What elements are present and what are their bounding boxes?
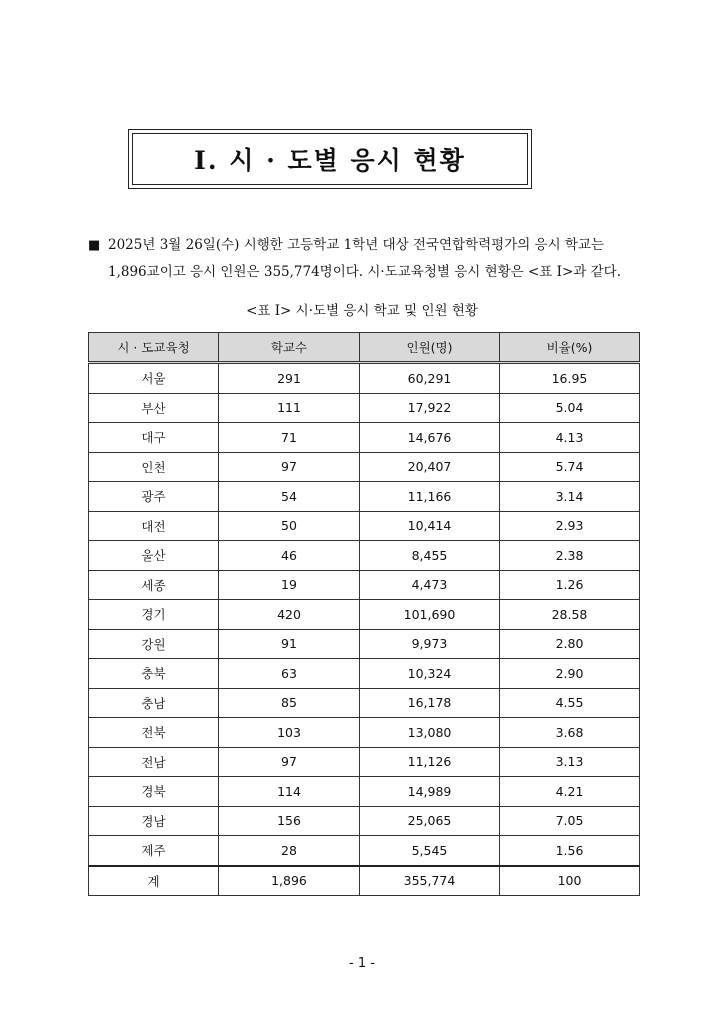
table-row [89, 482, 640, 512]
table-row [89, 659, 640, 689]
cell-ratio: 28.58 [500, 600, 640, 630]
page-title: I. 시 · 도별 응시 현황 [132, 133, 528, 185]
cell-students: 11,126 [360, 747, 500, 777]
cell-students: 17,922 [360, 393, 500, 423]
cell-students: 101,690 [360, 600, 500, 630]
table-header-row [89, 333, 640, 363]
paragraph-line-1 [88, 232, 648, 259]
cell-region: 강원 [89, 629, 219, 659]
table-row [89, 570, 640, 600]
cell-ratio: 16.95 [500, 363, 640, 394]
table-row [89, 423, 640, 453]
table-row [89, 836, 640, 866]
cell-ratio: 2.38 [500, 541, 640, 571]
cell-schools: 103 [219, 718, 360, 748]
table-row [89, 363, 640, 394]
cell-students: 11,166 [360, 482, 500, 512]
cell-schools: 28 [219, 836, 360, 866]
paragraph-line-2: 1,896교이고 응시 인원은 355,774명이다. 시·도교육청별 응시 현황은 <표 Ⅰ>과 같다. [108, 264, 621, 280]
cell-ratio: 3.68 [500, 718, 640, 748]
cell-students: 8,455 [360, 541, 500, 571]
total-students: 355,774 [360, 866, 500, 896]
cell-ratio: 3.13 [500, 747, 640, 777]
header-ratio: 비율(%) [500, 333, 640, 363]
cell-students: 10,414 [360, 511, 500, 541]
table-total-row [89, 866, 640, 896]
total-ratio: 100 [500, 866, 640, 896]
cell-region: 충북 [89, 659, 219, 689]
cell-ratio: 2.90 [500, 659, 640, 689]
cell-students: 9,973 [360, 629, 500, 659]
cell-schools: 114 [219, 777, 360, 807]
cell-schools: 111 [219, 393, 360, 423]
table-row [89, 452, 640, 482]
cell-region: 세종 [89, 570, 219, 600]
region-stats-table [88, 332, 640, 896]
total-schools: 1,896 [219, 866, 360, 896]
cell-region: 인천 [89, 452, 219, 482]
cell-schools: 54 [219, 482, 360, 512]
cell-students: 10,324 [360, 659, 500, 689]
cell-ratio: 4.55 [500, 688, 640, 718]
summary-paragraph [88, 232, 648, 285]
cell-schools: 63 [219, 659, 360, 689]
page-number: - 1 - [349, 956, 375, 971]
cell-students: 4,473 [360, 570, 500, 600]
cell-students: 16,178 [360, 688, 500, 718]
table-row [89, 777, 640, 807]
cell-schools: 97 [219, 452, 360, 482]
cell-students: 13,080 [360, 718, 500, 748]
table-row [89, 747, 640, 777]
cell-ratio: 5.04 [500, 393, 640, 423]
cell-ratio: 1.26 [500, 570, 640, 600]
table-row [89, 600, 640, 630]
cell-region: 부산 [89, 393, 219, 423]
title-box [128, 129, 532, 189]
cell-schools: 50 [219, 511, 360, 541]
table-row [89, 629, 640, 659]
cell-ratio: 4.21 [500, 777, 640, 807]
table-caption: <표 Ⅰ> 시·도별 응시 학교 및 인원 현황 [246, 303, 478, 319]
cell-schools: 156 [219, 806, 360, 836]
paragraph-text-1: 2025년 3월 26일(수) 시행한 고등학교 1학년 대상 전국연합학력평가의 응시 학교는 [108, 237, 605, 253]
cell-schools: 85 [219, 688, 360, 718]
cell-region: 대구 [89, 423, 219, 453]
table-row [89, 688, 640, 718]
cell-region: 대전 [89, 511, 219, 541]
cell-region: 울산 [89, 541, 219, 571]
cell-students: 60,291 [360, 363, 500, 394]
cell-ratio: 5.74 [500, 452, 640, 482]
cell-ratio: 4.13 [500, 423, 640, 453]
cell-schools: 91 [219, 629, 360, 659]
cell-region: 경남 [89, 806, 219, 836]
cell-region: 전남 [89, 747, 219, 777]
cell-ratio: 2.93 [500, 511, 640, 541]
cell-students: 5,545 [360, 836, 500, 866]
cell-students: 20,407 [360, 452, 500, 482]
cell-schools: 420 [219, 600, 360, 630]
cell-ratio: 7.05 [500, 806, 640, 836]
table-row [89, 511, 640, 541]
header-students: 인원(명) [360, 333, 500, 363]
cell-region: 광주 [89, 482, 219, 512]
header-region: 시 · 도교육청 [89, 333, 219, 363]
table-row [89, 393, 640, 423]
cell-students: 14,676 [360, 423, 500, 453]
cell-region: 경기 [89, 600, 219, 630]
table-row [89, 541, 640, 571]
cell-students: 25,065 [360, 806, 500, 836]
cell-students: 14,989 [360, 777, 500, 807]
cell-ratio: 3.14 [500, 482, 640, 512]
square-bullet-icon: ■ [88, 238, 101, 253]
cell-schools: 291 [219, 363, 360, 394]
table-row [89, 718, 640, 748]
cell-region: 전북 [89, 718, 219, 748]
header-schools: 학교수 [219, 333, 360, 363]
cell-ratio: 1.56 [500, 836, 640, 866]
table-row [89, 806, 640, 836]
cell-schools: 46 [219, 541, 360, 571]
cell-region: 충남 [89, 688, 219, 718]
table-body [89, 363, 640, 866]
cell-region: 제주 [89, 836, 219, 866]
cell-region: 서울 [89, 363, 219, 394]
cell-ratio: 2.80 [500, 629, 640, 659]
cell-region: 경북 [89, 777, 219, 807]
total-label: 계 [89, 866, 219, 896]
cell-schools: 97 [219, 747, 360, 777]
cell-schools: 19 [219, 570, 360, 600]
cell-schools: 71 [219, 423, 360, 453]
